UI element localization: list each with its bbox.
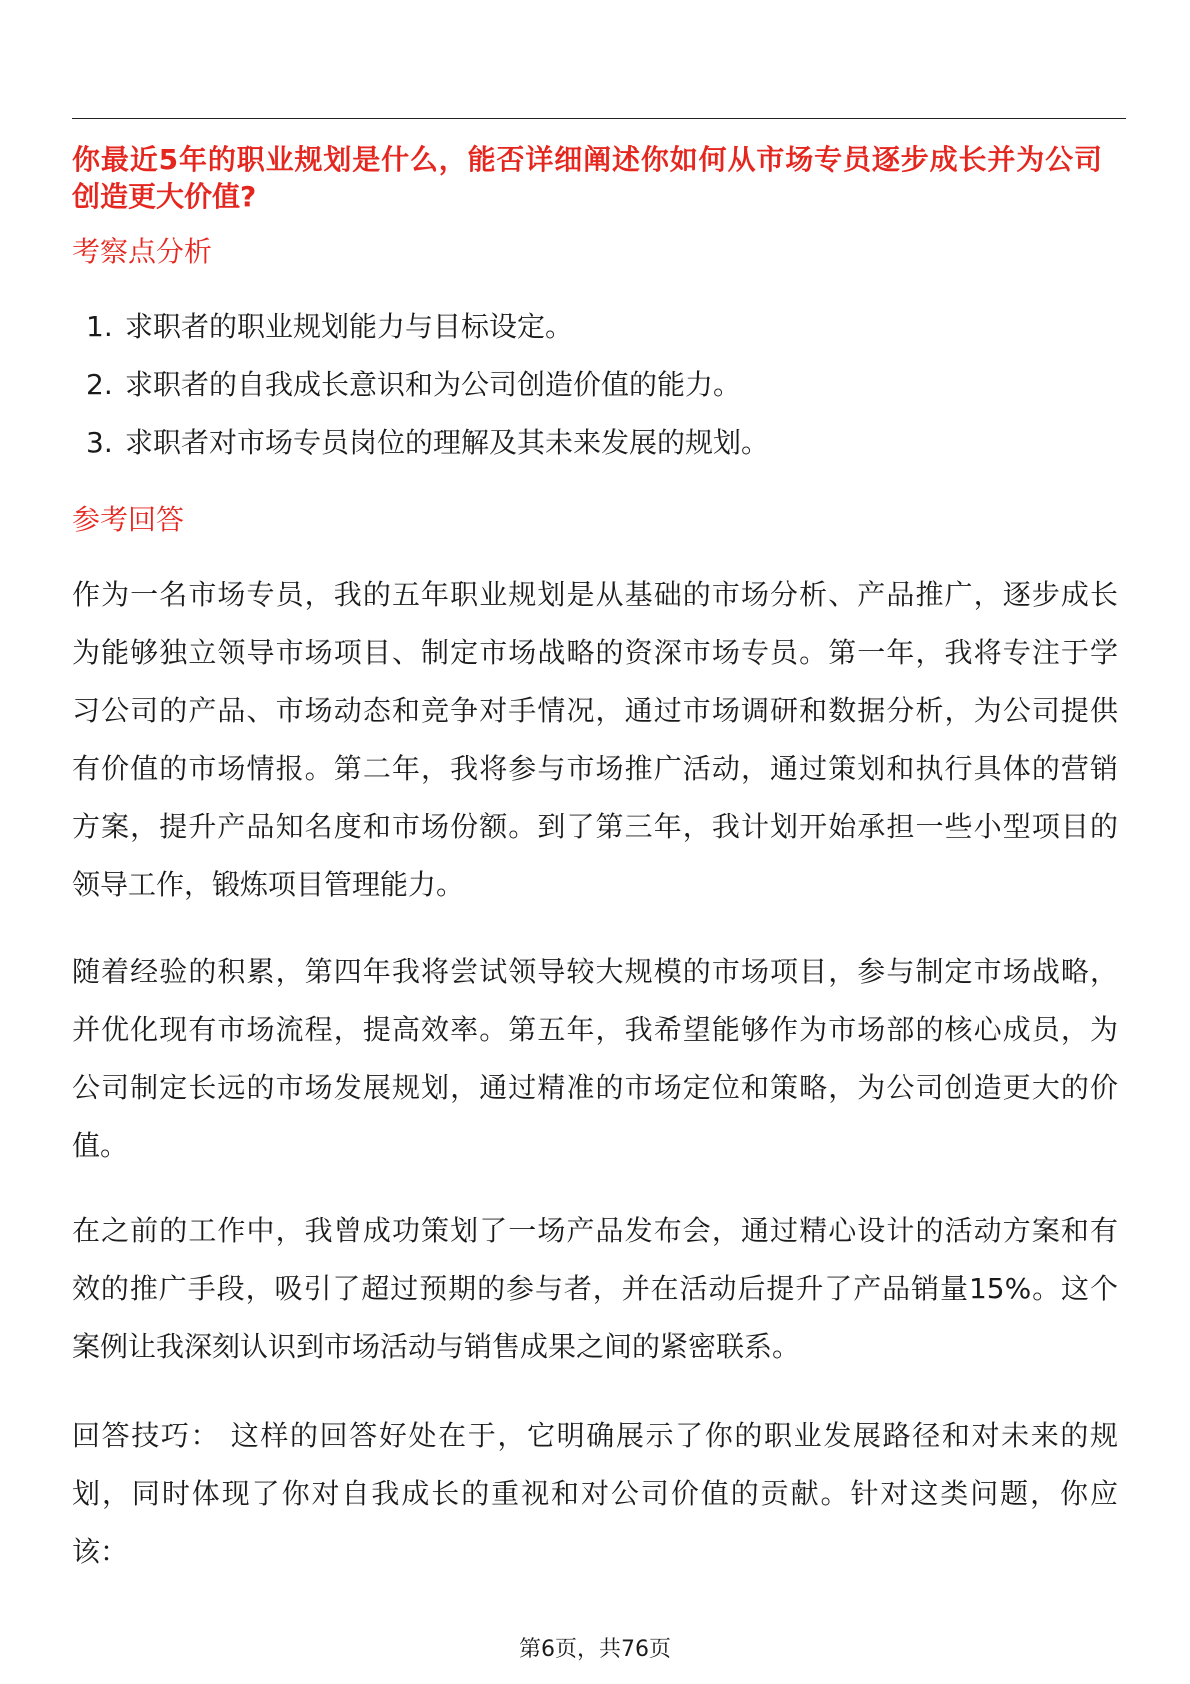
answer-paragraph: [72, 943, 1118, 1175]
paragraph-line: 领导工作，锻炼项目管理能力。: [72, 868, 465, 901]
header-rule: [72, 118, 1126, 119]
list-item-number: 3.: [86, 426, 113, 459]
answer-paragraph: [72, 566, 1118, 914]
list-item: [72, 414, 1118, 472]
list-item-text: 求职者的职业规划能力与目标设定。: [125, 310, 574, 343]
paragraph-line: 公司制定长远的市场发展规划，通过精准的市场定位和策略，为公司创造更大的价: [72, 1071, 1118, 1104]
list-item: [72, 356, 1118, 414]
paragraph-line: 习公司的产品、市场动态和竞争对手情况，通过市场调研和数据分析，为公司提供: [72, 694, 1118, 727]
list-item-number: 2.: [86, 368, 113, 401]
answer-paragraph: [72, 1202, 1118, 1376]
page-number: 第6页，共76页: [519, 1637, 671, 1662]
answer-heading: 参考回答: [72, 503, 185, 536]
list-item-text: 求职者的自我成长意识和为公司创造价值的能力。: [125, 368, 742, 401]
paragraph-line: 该：: [72, 1535, 129, 1568]
question-title: [72, 141, 1118, 215]
paragraph-line: 回答技巧： 这样的回答好处在于，它明确展示了你的职业发展路径和对未来的规: [72, 1419, 1118, 1452]
paragraph-line: 并优化现有市场流程，提高效率。第五年，我希望能够作为市场部的核心成员，为: [72, 1013, 1118, 1046]
list-item-text: 求职者对市场专员岗位的理解及其未来发展的规划。: [125, 426, 770, 459]
question-line: 你最近5年的职业规划是什么，能否详细阐述你如何从市场专员逐步成长并为公司: [72, 143, 1102, 176]
paragraph-line: 为能够独立领导市场项目、制定市场战略的资深市场专员。第一年，我将专注于学: [72, 636, 1118, 669]
paragraph-line: 在之前的工作中，我曾成功策划了一场产品发布会，通过精心设计的活动方案和有: [72, 1214, 1118, 1247]
analysis-heading: 考察点分析: [72, 235, 213, 268]
paragraph-line: 作为一名市场专员，我的五年职业规划是从基础的市场分析、产品推广，逐步成长: [72, 578, 1118, 611]
paragraph-line: 案例让我深刻认识到市场活动与销售成果之间的紧密联系。: [72, 1330, 801, 1363]
paragraph-line: 有价值的市场情报。第二年，我将参与市场推广活动，通过策划和执行具体的营销: [72, 752, 1118, 785]
paragraph-line: 划，同时体现了你对自我成长的重视和对公司价值的贡献。针对这类问题，你应: [72, 1477, 1118, 1510]
paragraph-line: 效的推广手段，吸引了超过预期的参与者，并在活动后提升了产品销量15%。这个: [72, 1272, 1118, 1305]
paragraph-line: 方案，提升产品知名度和市场份额。到了第三年，我计划开始承担一些小型项目的: [72, 810, 1118, 843]
paragraph-line: 随着经验的积累，第四年我将尝试领导较大规模的市场项目，参与制定市场战略，: [72, 955, 1118, 988]
question-line: 创造更大价值?: [72, 180, 257, 213]
answer-tips-paragraph: [72, 1407, 1118, 1581]
page-content: [72, 141, 1118, 1581]
analysis-list: [72, 298, 1118, 472]
list-item: [72, 298, 1118, 356]
list-item-number: 1.: [86, 310, 113, 343]
paragraph-line: 值。: [72, 1129, 129, 1162]
